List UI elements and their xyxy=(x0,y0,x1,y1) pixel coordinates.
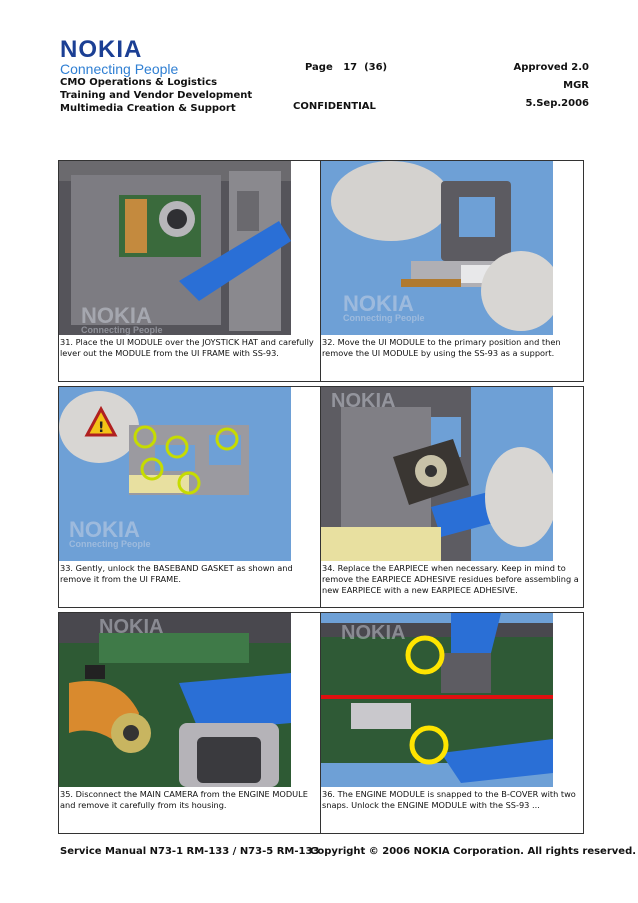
step-cell-35 xyxy=(58,612,322,834)
nokia-logo xyxy=(60,38,178,77)
step-photo-34 xyxy=(321,387,553,561)
step-photo-32 xyxy=(321,161,553,335)
svg-text:!: ! xyxy=(98,420,105,436)
step-caption-36: 36. The ENGINE MODULE is snapped to the B-COVER with two snaps. Unlock the ENGINE MODULE with the SS-93 ... xyxy=(322,789,576,810)
svg-text:NOKIA: NOKIA xyxy=(69,517,140,542)
step-photo-33 xyxy=(59,387,291,561)
logo-brand: NOKIA xyxy=(60,36,143,63)
step-cell-34 xyxy=(320,386,584,608)
svg-text:NOKIA: NOKIA xyxy=(341,622,406,644)
step-caption-34: 34. Replace the EARPIECE when necessary. Keep in mind to remove the EARPIECE ADHESIVE residues before assembling a new EARPIECE with a new EARPIECE ADHESIVE. xyxy=(322,563,579,595)
footer-copyright: Copyright © 2006 NOKIA Corporation. All rights reserved. xyxy=(310,846,637,857)
step-caption-33: 33. Gently, unlock the BASEBAND GASKET as shown and remove it from the UI FRAME. xyxy=(60,563,293,584)
page-number: Page 17 (36) xyxy=(305,62,388,73)
department-block xyxy=(60,76,252,115)
logo-tagline: Connecting People xyxy=(60,61,179,77)
step-photo-31 xyxy=(59,161,291,335)
confidential-label: CONFIDENTIAL xyxy=(293,101,376,112)
svg-text:NOKIA: NOKIA xyxy=(331,390,396,412)
document-date: 5.Sep.2006 xyxy=(525,98,589,109)
svg-text:NOKIA: NOKIA xyxy=(81,303,152,328)
department-line: Multimedia Creation & Support xyxy=(60,103,236,114)
step-photo-36 xyxy=(321,613,553,787)
svg-text:Connecting People: Connecting People xyxy=(69,539,151,549)
approval-status: Approved 2.0 xyxy=(513,62,589,73)
step-caption-31: 31. Place the UI MODULE over the JOYSTICK HAT and carefully lever out the MODULE from the UI FRAME with SS-93. xyxy=(60,337,314,358)
svg-text:Connecting People: Connecting People xyxy=(343,313,425,323)
footer-manual-title: Service Manual N73-1 RM-133 / N73-5 RM-133 xyxy=(60,846,320,857)
step-cell-36 xyxy=(320,612,584,834)
svg-text:NOKIA: NOKIA xyxy=(99,616,164,638)
svg-text:NOKIA: NOKIA xyxy=(343,291,414,316)
step-caption-35: 35. Disconnect the MAIN CAMERA from the ENGINE MODULE and remove it carefully from its housing. xyxy=(60,789,308,810)
step-caption-32: 32. Move the UI MODULE to the primary position and then remove the UI MODULE by using the SS-93 as a support. xyxy=(322,337,561,358)
step-photo-35 xyxy=(59,613,291,787)
svg-text:Connecting People: Connecting People xyxy=(81,325,163,335)
department-line: Training and Vendor Development xyxy=(60,90,253,101)
step-cell-32 xyxy=(320,160,584,382)
department-line: CMO Operations & Logistics xyxy=(60,77,218,88)
step-cell-33 xyxy=(58,386,322,608)
step-cell-31 xyxy=(58,160,322,382)
approver: MGR xyxy=(563,80,589,91)
